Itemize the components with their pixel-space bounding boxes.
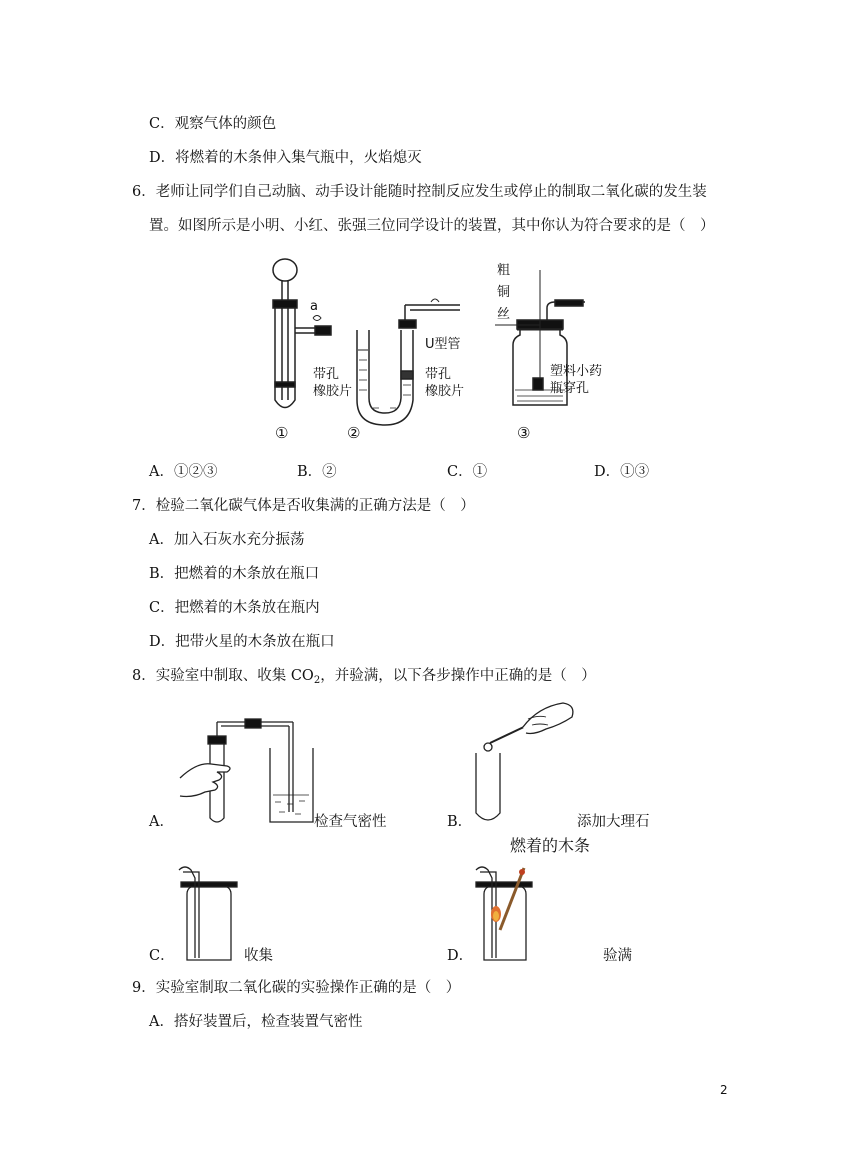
q8-option-a-caption: 检查气密性 — [314, 814, 387, 830]
fig-label-rubber-2-line1: 带孔 — [425, 367, 452, 382]
q8-option-d-caption: 验满 — [603, 948, 632, 964]
fig-label-wire-2: 铜 — [497, 285, 511, 300]
fig-number-1: ① — [275, 424, 289, 442]
q8-option-a-letter: A． — [149, 814, 174, 830]
fig-label-rubber-1-line2: 橡胶片 — [313, 384, 353, 399]
q8-stem: 8．实验室中制取、收集 $CO_2$，并验满，以下各步操作中正确的是（ ） — [132, 668, 596, 686]
q8-option-a-figure — [175, 700, 315, 830]
q7-stem: 7．检验二氧化碳气体是否收集满的正确方法是（ ） — [132, 498, 475, 514]
fig-label-wire-1: 粗 — [497, 263, 511, 278]
device-2-u-tube — [357, 299, 460, 425]
q6-apparatus-figure — [255, 250, 635, 445]
q6-option-a: A．①②③ — [149, 464, 218, 480]
q5-option-d: D．将燃着的木条伸入集气瓶中，火焰熄灭 — [149, 150, 422, 166]
fig-label-rubber-2-line2: 橡胶片 — [425, 384, 465, 399]
q9-stem: 9．实验室制取二氧化碳的实验操作正确的是（ ） — [132, 980, 461, 996]
fig-label-wire-3: 丝 — [497, 307, 511, 322]
q8-option-b-caption: 添加大理石 — [577, 814, 650, 830]
q6-option-d: D．①③ — [594, 464, 650, 480]
q6-option-b: B．② — [297, 464, 337, 480]
q8-option-c-caption: 收集 — [244, 948, 273, 964]
fig-label-rubber-1-line1: 带孔 — [313, 367, 340, 382]
q7-option-d: D．把带火星的木条放在瓶口 — [149, 634, 335, 650]
q6-stem-line2: 置。如图所示是小明、小红、张强三位同学设计的装置，其中你认为符合要求的是（ ） — [149, 218, 715, 234]
q6-option-c: C．① — [447, 464, 488, 480]
q6-stem-line1: 6．老师让同学们自己动脑、动手设计能随时控制反应发生或停止的制取二氧化碳的发生装 — [132, 184, 707, 200]
q5-option-c: C．观察气体的颜色 — [149, 116, 277, 132]
q7-option-a: A．加入石灰水充分振荡 — [149, 532, 305, 548]
q8-option-c-figure — [175, 858, 245, 968]
q9-option-a: A．搭好装置后，检查装置气密性 — [149, 1014, 363, 1030]
q8-option-b-letter: B． — [447, 814, 473, 830]
q8-option-b-figure — [468, 695, 578, 830]
q8-option-d-top-label: 燃着的木条 — [510, 836, 591, 855]
q7-option-c: C．把燃着的木条放在瓶内 — [149, 600, 320, 616]
q7-option-b: B．把燃着的木条放在瓶口 — [149, 566, 320, 582]
fig-label-u-tube: U型管 — [425, 337, 461, 352]
q8-option-d-figure — [470, 858, 540, 968]
page-number: 2 — [720, 1083, 728, 1097]
fig-label-plastic-1: 塑料小药 — [550, 364, 603, 379]
fig-number-2: ② — [347, 424, 361, 442]
fig-label-a: a — [310, 299, 318, 314]
fig-number-3: ③ — [517, 424, 531, 442]
q8-option-d-letter: D． — [447, 948, 474, 964]
q8-option-c-letter: C． — [149, 948, 175, 964]
fig-label-plastic-2: 瓶穿孔 — [550, 381, 590, 396]
